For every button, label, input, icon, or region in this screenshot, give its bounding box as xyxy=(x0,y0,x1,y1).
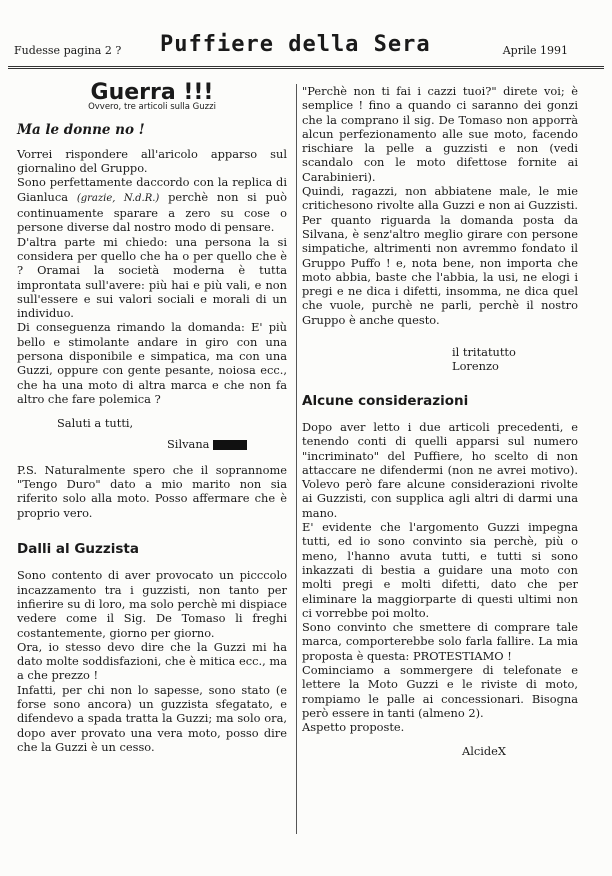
editor-note: (grazie, N.d.R.) xyxy=(76,192,160,204)
article3-paragraph: Dopo aver letto i due articoli precedenti, e tenendo conti di quelli apparsi sul numero "incriminato" del Puffiere, ho scelto di non attaccare ne difendermi (non ne avrei motivo). Volevo però fare alcune considerazioni rivolte ai Guzzisti, con supplica agli altri di darmi una mano. xyxy=(302,419,578,520)
article1-paragraph xyxy=(17,175,287,234)
signature-name: Silvana xyxy=(167,436,210,451)
article2-paragraph: Infatti, per chi non lo sapesse, sono stato (e forse sono ancora) un guzzista sfegatato, e difendevo a spada tratta la Guzzi; ma solo ora, dopo aver provato una vera moto, posso dire che la Guzzi è un cesso. xyxy=(17,682,287,754)
article3-heading: Alcune considerazioni xyxy=(302,392,469,409)
column-divider xyxy=(296,84,297,834)
article2-paragraph: Ora, io stesso devo dire che la Guzzi mi ha dato molte soddisfazioni, che è mitica ecc., ma a che prezzo ! xyxy=(17,639,287,683)
article1-paragraph: D'altra parte mi chiedo: una persona la si considera per quello che ha o per quello che è ? Oramai la società moderna è tutta improntata sull'avere: più hai e più vali, e non sull'essere e sui valori sociali e morali di un individuo. xyxy=(17,234,287,321)
article1-heading: Ma le donne no ! xyxy=(17,121,145,138)
article3-paragraph: Sono convinto che smettere di comprare tale marca, comporterebbe solo farla fallire. La mia proposta è questa: PROTESTIAMO ! xyxy=(302,620,578,663)
article1-paragraph: Di conseguenza rimando la domanda: E' più bello e stimolante andare in giro con una persona disponibile e simpatica, ma con una Guzzi, oppure con gente pesante, noiosa ecc., che ha una moto di altra marca e che non fa altro che fare polemica ? xyxy=(17,320,287,406)
article2-signature-1: il tritatutto xyxy=(452,345,516,360)
redacted-surname xyxy=(213,440,247,450)
article2-signature-2: Lorenzo xyxy=(452,359,499,374)
article2-paragraph: "Perchè non ti fai i cazzi tuoi?" direte voi; è semplice ! fino a quando ci saranno dei gonzi che la comprano il sig. De Tomaso non apporrà alcun perfezionamento alle sue moto, facendo rischiare la pelle a guzzisti e non (vedi scandalo con le moto difettose fornite ai Carabinieri). xyxy=(302,84,578,184)
article3-signature: AlcideX xyxy=(462,744,507,759)
article3-paragraph: E' evidente che l'argomento Guzzi impegna tutti, ed io sono convinto sia perchè, più o meno, l'hanno avuta tutti, e tutti si sono inkazzati di bestia a guidare una moto con molti pregi e molti difetti, dato che per eliminare la maggiorparte di questi ultimi non ci vorrebbe poi molto. xyxy=(302,520,578,620)
right-column xyxy=(302,84,578,759)
article1-text: Sono perfettamente daccordo con la replica di Gianluca xyxy=(17,175,287,204)
article2-heading: Dalli al Guzzista xyxy=(17,541,139,558)
article1-text: perchè non si può continuamente sparare a zero su cose o persone diverse dal nostro modo di pensare. xyxy=(17,189,287,235)
issue-date: Aprile 1991 xyxy=(502,44,568,57)
article2-paragraph: Quindi, ragazzi, non abbiatene male, le mie critichesono rivolte alla Guzzi e non ai Guzzisti. Per quanto riguarda la domanda posta da Silvana, è senz'altro meglio girare con persone simpatiche, altrimenti non avremmo fondato il Gruppo Puffo ! e, nota bene, non importa che moto abbia, baste che l'abbia, la usi, ne elogi i pregi e ne dica i difetti, insomma, ne dica quel che vuole, purchè ne parli, perchè il nostro Gruppo è anche questo. xyxy=(302,184,578,327)
article-title: Guerra !!! xyxy=(90,80,214,105)
greeting: Saluti a tutti, xyxy=(57,416,134,431)
article-subtitle: Ovvero, tre articoli sulla Guzzi xyxy=(88,102,216,113)
newspaper-title: Puffiere della Sera xyxy=(160,32,431,57)
header-rule xyxy=(8,66,604,69)
article2-paragraph: Sono contento di aver provocato un picccolo incazzamento tra i guzzisti, non tanto per infierire su di loro, ma solo perchè mi dispiace vedere come il Sig. De Tomaso li freghi costantemente, giorno per giorno. xyxy=(17,568,287,640)
left-column xyxy=(17,80,287,754)
signature-line xyxy=(167,437,287,451)
article1-signoff xyxy=(57,416,277,430)
page-note: Fudesse pagina 2 ? xyxy=(14,44,122,57)
article3-paragraph: Cominciamo a sommergere di telefonate e lettere la Moto Guzzi e le riviste di moto, rompiamo le palle ai concessionari. Bisogna però essere in tanti (almeno 2). xyxy=(302,662,578,720)
article1-paragraph: Vorrei rispondere all'aricolo apparso sul giornalino del Gruppo. xyxy=(17,146,287,176)
article3-paragraph: Aspetto proposte. xyxy=(302,720,405,735)
postscript: P.S. Naturalmente spero che il soprannome "Tengo Duro" dato a mio marito non sia riferito solo alla moto. Posso affermare che è proprio vero. xyxy=(17,462,287,520)
